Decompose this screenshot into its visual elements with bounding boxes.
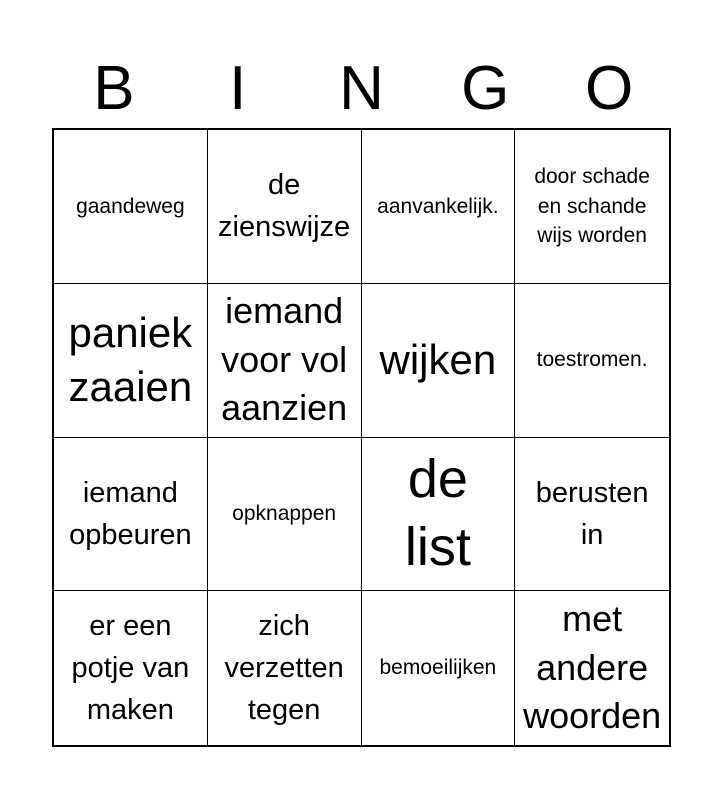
bingo-cell[interactable]: gaandeweg xyxy=(54,130,208,284)
bingo-board xyxy=(52,128,671,747)
bingo-cell[interactable]: wijken xyxy=(362,284,516,438)
bingo-cell[interactable]: iemand opbeuren xyxy=(54,438,208,592)
header-letter-b: B xyxy=(93,54,135,123)
header-letter-n: N xyxy=(339,54,384,123)
bingo-cell[interactable]: de zienswijze xyxy=(208,130,362,284)
bingo-cell[interactable]: paniek zaaien xyxy=(54,284,208,438)
bingo-cell[interactable]: aanvankelijk. xyxy=(362,130,516,284)
bingo-cell[interactable]: bemoeilijken xyxy=(362,591,516,745)
bingo-cell[interactable]: met andere woorden xyxy=(523,598,662,737)
bingo-header xyxy=(52,50,671,128)
bingo-cell[interactable]: iemand voor vol aanzien xyxy=(208,284,362,438)
header-letter-g: G xyxy=(461,54,510,123)
bingo-cell[interactable]: opknappen xyxy=(208,438,362,592)
bingo-cell[interactable]: de list xyxy=(362,438,516,592)
bingo-cell[interactable]: door schade en schande wijs worden xyxy=(515,130,669,284)
bingo-cell[interactable]: zich verzetten tegen xyxy=(208,591,362,745)
header-letter-o: O xyxy=(584,54,634,123)
bingo-cell[interactable]: toestromen. xyxy=(515,284,669,438)
bingo-cell[interactable]: berusten in xyxy=(515,438,669,592)
header-letter-i: I xyxy=(229,54,247,123)
bingo-cell[interactable]: er een potje van maken xyxy=(54,591,208,745)
